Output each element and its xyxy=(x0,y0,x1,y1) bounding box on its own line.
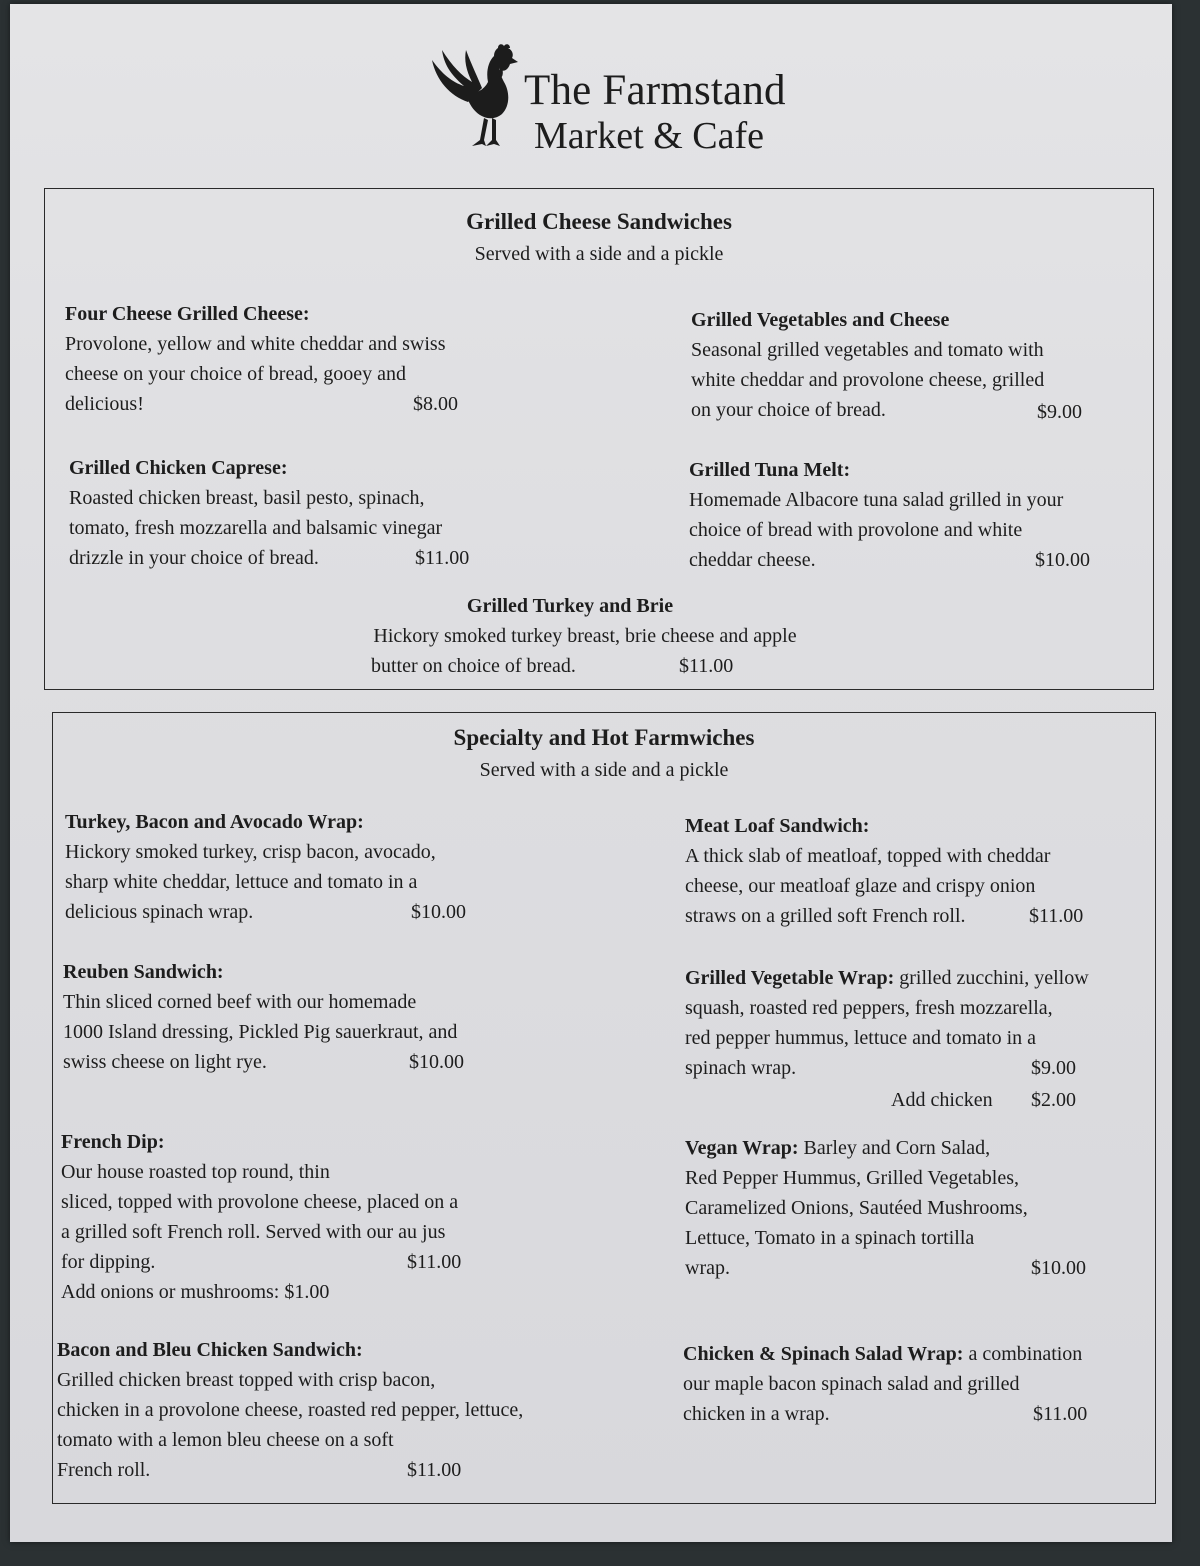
item-description: straws on a grilled soft French roll. xyxy=(685,905,966,927)
item-description: wrap. xyxy=(685,1257,730,1279)
item-description: chicken in a provolone cheese, roasted red pepper, lettuce, xyxy=(57,1399,524,1421)
item-description: Hickory smoked turkey, crisp bacon, avocado, xyxy=(65,841,436,863)
item-name: Bacon and Bleu Chicken Sandwich: xyxy=(57,1339,363,1361)
item-description: for dipping. xyxy=(61,1251,156,1273)
item-description: Seasonal grilled vegetables and tomato with xyxy=(691,339,1044,361)
item-name: Grilled Vegetables and Cheese xyxy=(691,309,950,331)
item-description: Our house roasted top round, thin xyxy=(61,1161,330,1183)
item-description: Homemade Albacore tuna salad grilled in your xyxy=(689,489,1064,511)
item-description: delicious! xyxy=(65,393,144,415)
menu-item xyxy=(315,591,855,681)
item-description: sliced, topped with provolone cheese, placed on a xyxy=(61,1191,459,1213)
item-description: Hickory smoked turkey breast, brie cheese and apple xyxy=(373,625,797,647)
item-description: squash, roasted red peppers, fresh mozzarella, xyxy=(685,997,1053,1019)
item-description: A thick slab of meatloaf, topped with cheddar xyxy=(685,845,1051,867)
grilled-cheese-section xyxy=(44,188,1154,690)
menu-item xyxy=(685,811,1145,931)
item-description: butter on choice of bread. xyxy=(371,655,576,677)
item-name: Four Cheese Grilled Cheese: xyxy=(65,303,310,325)
item-name: Grilled Turkey and Brie xyxy=(466,595,674,617)
item-name: French Dip: xyxy=(61,1131,165,1153)
item-description: swiss cheese on light rye. xyxy=(63,1051,267,1073)
menu-item xyxy=(61,1127,541,1307)
item-price: $11.00 xyxy=(407,1459,462,1481)
item-description: sharp white cheddar, lettuce and tomato in a xyxy=(65,871,418,893)
item-description: Lettuce, Tomato in a spinach tortilla xyxy=(685,1227,975,1249)
rooster-icon xyxy=(428,44,520,148)
menu-item xyxy=(685,963,1145,1111)
item-description: cheese, our meatloaf glaze and crispy onion xyxy=(685,875,1036,897)
item-name: Turkey, Bacon and Avocado Wrap: xyxy=(65,811,364,833)
item-description: a grilled soft French roll. Served with our au jus xyxy=(61,1221,446,1243)
item-name: Grilled Vegetable Wrap: xyxy=(685,967,895,989)
item-description: Roasted chicken breast, basil pesto, spinach, xyxy=(69,487,425,509)
item-price: $11.00 xyxy=(415,547,470,569)
item-description: delicious spinach wrap. xyxy=(65,901,254,923)
item-description: white cheddar and provolone cheese, grilled xyxy=(691,369,1045,391)
item-addon: Add onions or mushrooms: $1.00 xyxy=(61,1281,330,1303)
menu-page xyxy=(10,4,1172,1542)
menu-item xyxy=(69,453,529,573)
item-description: Caramelized Onions, Sautéed Mushrooms, xyxy=(685,1197,1028,1219)
brand-name-line1: The Farmstand xyxy=(524,67,786,114)
menu-item xyxy=(57,1335,617,1485)
menu-item xyxy=(689,455,1139,575)
item-description: Thin sliced corned beef with our homemade xyxy=(63,991,417,1013)
menu-item xyxy=(63,957,533,1077)
menu-item xyxy=(683,1339,1143,1429)
specialty-section xyxy=(52,712,1156,1504)
item-description: Provolone, yellow and white cheddar and swiss xyxy=(65,333,446,355)
item-name: Chicken & Spinach Salad Wrap: xyxy=(683,1343,964,1365)
item-description: chicken in a wrap. xyxy=(683,1403,830,1425)
item-price: $10.00 xyxy=(409,1051,464,1073)
section-title: Grilled Cheese Sandwiches xyxy=(466,209,732,234)
item-description: spinach wrap. xyxy=(685,1057,797,1079)
menu-item xyxy=(65,299,525,419)
addon-price: $2.00 xyxy=(1031,1089,1076,1111)
item-description: cheese on your choice of bread, gooey and xyxy=(65,363,406,385)
section-subtitle: Served with a side and a pickle xyxy=(479,759,729,781)
addon-label: Add chicken xyxy=(891,1089,993,1111)
item-name: Reuben Sandwich: xyxy=(63,961,224,983)
item-price: $8.00 xyxy=(413,393,458,415)
item-price: $10.00 xyxy=(411,901,466,923)
item-description: our maple bacon spinach salad and grilled xyxy=(683,1373,1020,1395)
menu-item xyxy=(691,305,1131,425)
item-name: Grilled Tuna Melt: xyxy=(689,459,851,481)
menu-item xyxy=(65,807,535,927)
item-description: French roll. xyxy=(57,1459,151,1481)
item-price: $10.00 xyxy=(1031,1257,1086,1279)
item-description: drizzle in your choice of bread. xyxy=(69,547,319,569)
item-price: $10.00 xyxy=(1035,549,1090,571)
item-name: Vegan Wrap: xyxy=(685,1137,799,1159)
item-price: $11.00 xyxy=(679,655,734,677)
item-description: cheddar cheese. xyxy=(689,549,816,571)
item-price: $9.00 xyxy=(1031,1057,1076,1079)
item-description: Red Pepper Hummus, Grilled Vegetables, xyxy=(685,1167,1020,1189)
section-subtitle: Served with a side and a pickle xyxy=(474,243,724,265)
item-name: Meat Loaf Sandwich: xyxy=(685,815,870,837)
item-description: tomato, fresh mozzarella and balsamic vinegar xyxy=(69,517,443,539)
menu-header xyxy=(428,44,808,157)
item-description: Grilled chicken breast topped with crisp bacon, xyxy=(57,1369,436,1391)
item-description: 1000 Island dressing, Pickled Pig sauerkraut, and xyxy=(63,1021,458,1043)
item-description: grilled zucchini, yellow xyxy=(899,967,1089,989)
item-description: a combination xyxy=(968,1343,1083,1365)
item-price: $9.00 xyxy=(1037,401,1082,423)
section-title: Specialty and Hot Farmwiches xyxy=(453,725,755,750)
item-description: red pepper hummus, lettuce and tomato in a xyxy=(685,1027,1037,1049)
item-price: $11.00 xyxy=(1029,905,1084,927)
item-description: tomato with a lemon bleu cheese on a soft xyxy=(57,1429,394,1451)
item-price: $11.00 xyxy=(407,1251,462,1273)
item-name: Grilled Chicken Caprese: xyxy=(69,457,288,479)
item-description: Barley and Corn Salad, xyxy=(803,1137,991,1159)
item-description: choice of bread with provolone and white xyxy=(689,519,1023,541)
item-price: $11.00 xyxy=(1033,1403,1088,1425)
item-description: on your choice of bread. xyxy=(691,399,886,421)
brand-name-line2: Market & Cafe xyxy=(534,115,765,157)
menu-item xyxy=(685,1133,1145,1283)
